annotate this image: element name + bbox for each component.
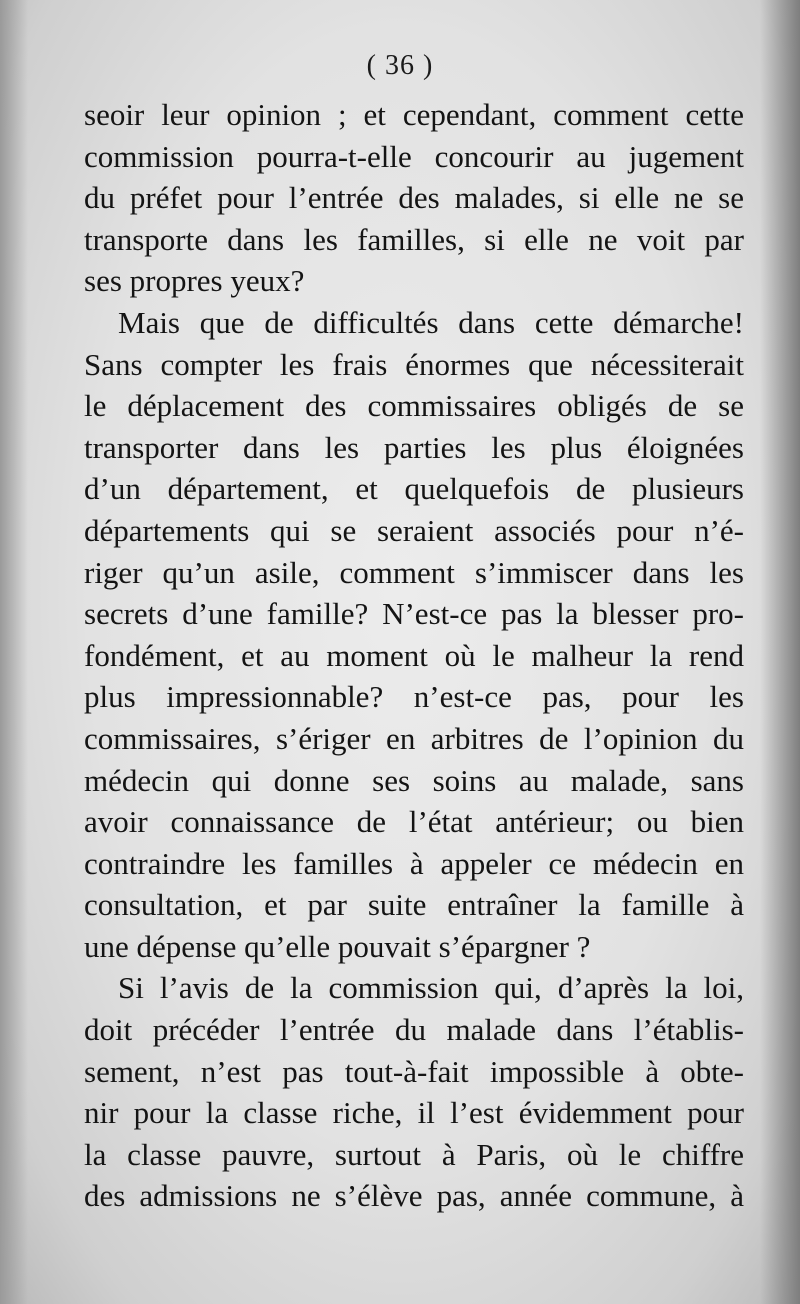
- text-line: des admissions ne s’élève pas, année commune, à: [84, 1178, 744, 1214]
- page-shadow-left: [0, 0, 28, 1304]
- text-line: Si l’avis de la commission qui, d’après la loi,: [118, 970, 744, 1006]
- text-line: une dépense qu’elle pouvait s’épargner ?: [84, 928, 591, 964]
- text-line: Mais que de difficultés dans cette démarche!: [118, 304, 744, 340]
- text-line: commission pourra-t-elle concourir au jugement: [84, 138, 744, 174]
- text-line: ses propres yeux?: [84, 263, 305, 299]
- text-line: doit précéder l’entrée du malade dans l’établis-: [84, 1012, 744, 1048]
- text-line: riger qu’un asile, comment s’immiscer dans les: [84, 554, 744, 590]
- text-line: d’un département, et quelquefois de plusieurs: [84, 471, 744, 507]
- text-line: Sans compter les frais énormes que nécessiterait: [84, 346, 744, 382]
- text-line: le déplacement des commissaires obligés de se: [84, 388, 744, 424]
- text-line: consultation, et par suite entraîner la famille à: [84, 887, 744, 923]
- text-line: du préfet pour l’entrée des malades, si elle ne se: [84, 180, 744, 216]
- text-line: transporte dans les familles, si elle ne voit par: [84, 221, 744, 257]
- text-line: transporter dans les parties les plus éloignées: [84, 429, 744, 465]
- text-line: avoir connaissance de l’état antérieur; ou bien: [84, 804, 744, 840]
- text-line: fondément, et au moment où le malheur la rend: [84, 637, 744, 673]
- text-line: la classe pauvre, surtout à Paris, où le chiffre: [84, 1136, 744, 1172]
- text-line: médecin qui donne ses soins au malade, sans: [84, 762, 744, 798]
- text-line: secrets d’une famille? N’est-ce pas la blesser pro-: [84, 596, 744, 632]
- text-line: seoir leur opinion ; et cependant, comment cette: [84, 97, 744, 132]
- page-shadow-right: [760, 0, 800, 1304]
- text-line: commissaires, s’ériger en arbitres de l’opinion du: [84, 720, 744, 756]
- text-line: départements qui se seraient associés pour n’é-: [84, 512, 744, 548]
- page-number: ( 36 ): [366, 50, 434, 81]
- text-line: sement, n’est pas tout-à-fait impossible à obte-: [84, 1053, 744, 1089]
- text-line: contraindre les familles à appeler ce médecin en: [84, 845, 744, 881]
- page-body-text: [84, 94, 744, 1217]
- text-line: nir pour la classe riche, il l’est évidemment pour: [84, 1095, 744, 1131]
- text-line: plus impressionnable? n’est-ce pas, pour les: [84, 679, 744, 715]
